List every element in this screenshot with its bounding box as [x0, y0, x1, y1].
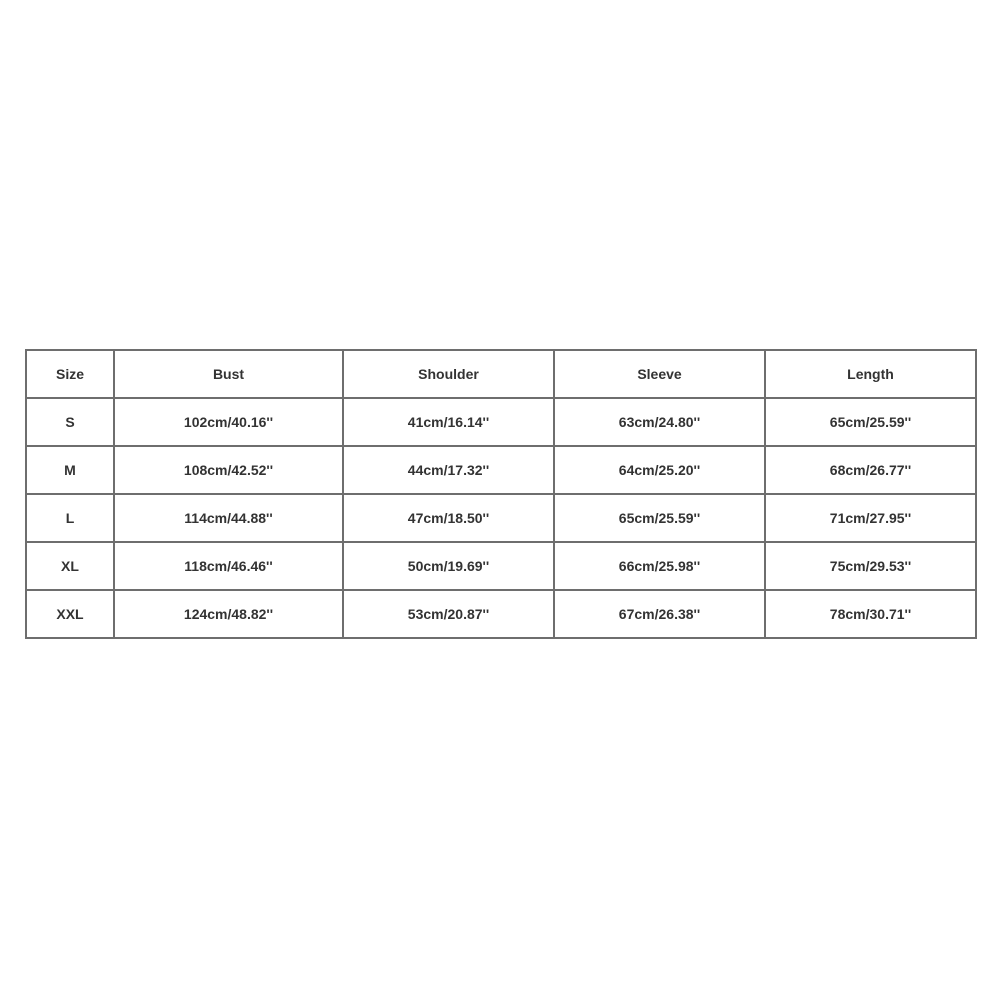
bust-cell: 102cm/40.16'' [114, 398, 343, 446]
shoulder-cell: 44cm/17.32'' [343, 446, 554, 494]
sleeve-cell: 67cm/26.38'' [554, 590, 765, 638]
sleeve-cell: 63cm/24.80'' [554, 398, 765, 446]
length-cell: 68cm/26.77'' [765, 446, 976, 494]
header-size: Size [26, 350, 114, 398]
header-sleeve: Sleeve [554, 350, 765, 398]
table-row [26, 542, 976, 590]
bust-cell: 118cm/46.46'' [114, 542, 343, 590]
size-cell: S [26, 398, 114, 446]
shoulder-cell: 50cm/19.69'' [343, 542, 554, 590]
table-header-row [26, 350, 976, 398]
length-cell: 75cm/29.53'' [765, 542, 976, 590]
header-bust: Bust [114, 350, 343, 398]
length-cell: 65cm/25.59'' [765, 398, 976, 446]
header-length: Length [765, 350, 976, 398]
size-cell: XXL [26, 590, 114, 638]
shoulder-cell: 53cm/20.87'' [343, 590, 554, 638]
header-shoulder: Shoulder [343, 350, 554, 398]
size-cell: L [26, 494, 114, 542]
bust-cell: 114cm/44.88'' [114, 494, 343, 542]
shoulder-cell: 41cm/16.14'' [343, 398, 554, 446]
sleeve-cell: 66cm/25.98'' [554, 542, 765, 590]
size-cell: XL [26, 542, 114, 590]
table-row [26, 494, 976, 542]
sleeve-cell: 65cm/25.59'' [554, 494, 765, 542]
table-row [26, 446, 976, 494]
length-cell: 78cm/30.71'' [765, 590, 976, 638]
shoulder-cell: 47cm/18.50'' [343, 494, 554, 542]
bust-cell: 108cm/42.52'' [114, 446, 343, 494]
length-cell: 71cm/27.95'' [765, 494, 976, 542]
table-row [26, 398, 976, 446]
size-cell: M [26, 446, 114, 494]
bust-cell: 124cm/48.82'' [114, 590, 343, 638]
size-chart-table [25, 349, 977, 639]
table-row [26, 590, 976, 638]
sleeve-cell: 64cm/25.20'' [554, 446, 765, 494]
